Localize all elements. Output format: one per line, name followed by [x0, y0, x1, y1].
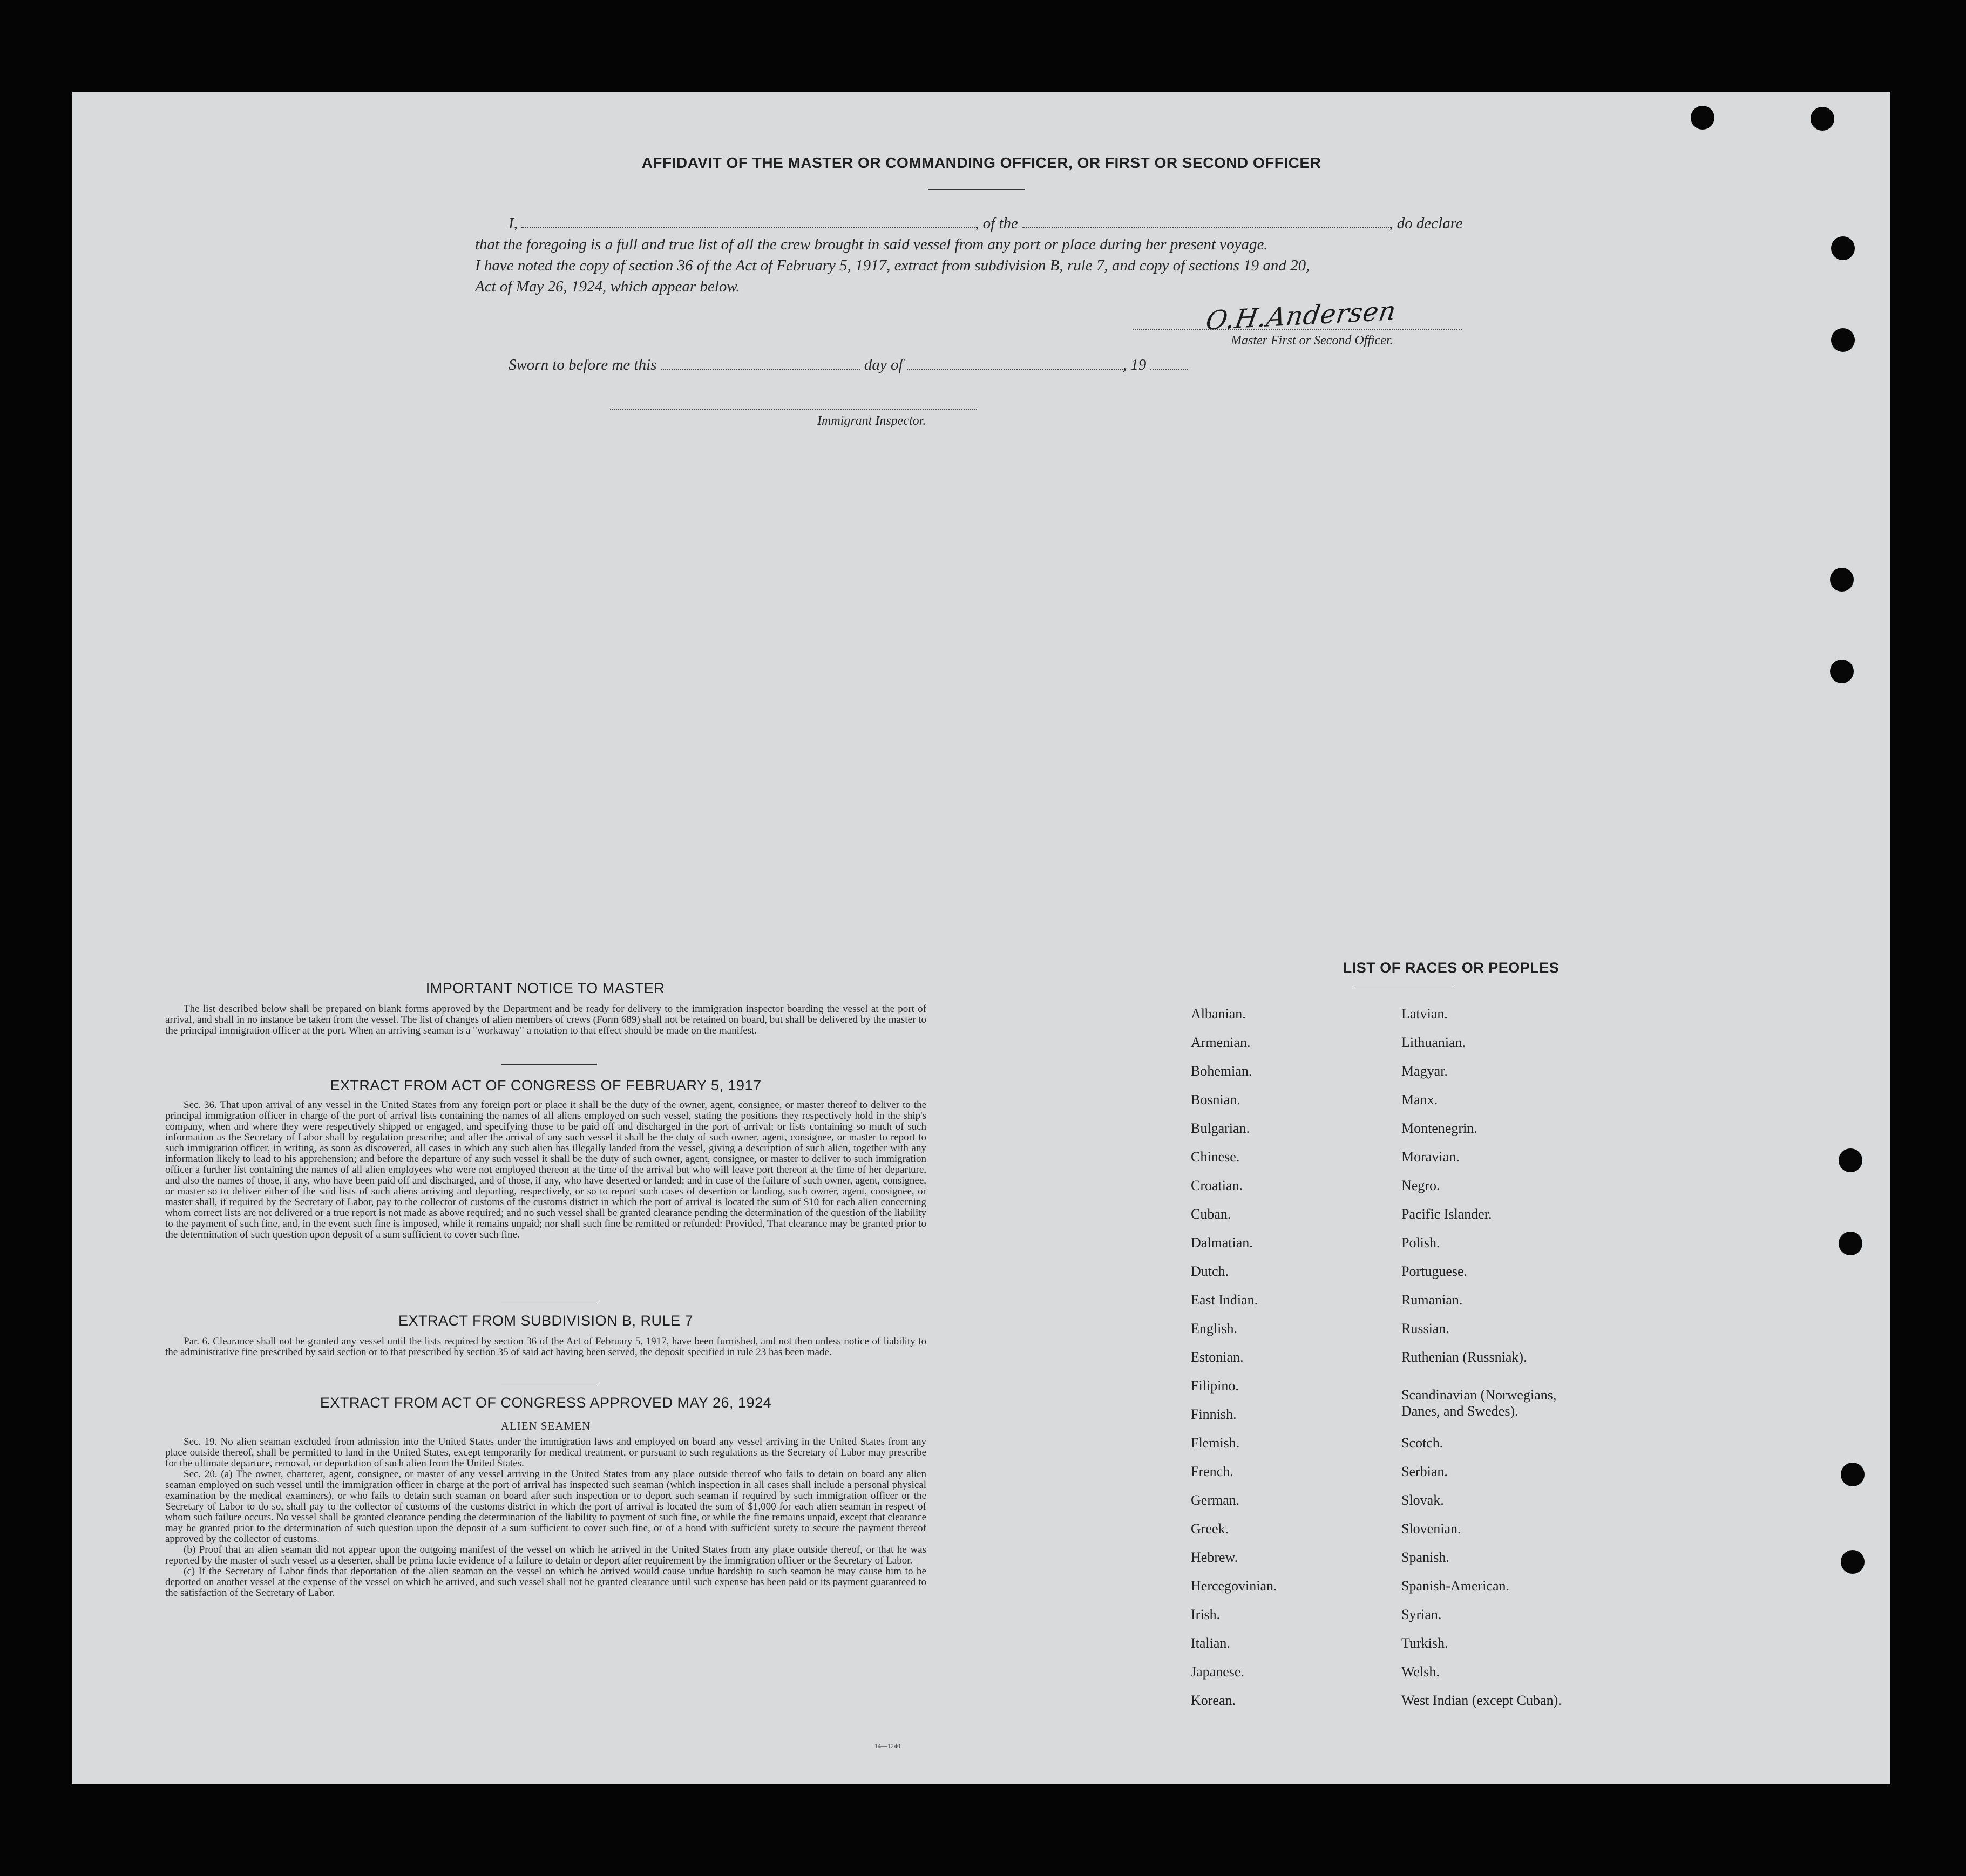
- master-name-blank: [521, 227, 975, 228]
- race-item: Dutch.: [1191, 1263, 1229, 1279]
- affidavit-title: AFFIDAVIT OF THE MASTER OR COMMANDING OFFICER, OR FIRST OR SECOND OFFICER: [641, 154, 1321, 171]
- race-item: Chinese.: [1191, 1149, 1240, 1165]
- race-item: Bohemian.: [1191, 1063, 1252, 1079]
- form-number: 14—1240: [874, 1742, 900, 1750]
- notice-text: The list described below shall be prepared on blank forms approved by the Department and be ready for delivery to the immigration inspector boarding the vessel at the port of arrival, and shall in no instance be taken from the vessel. The list of changes of alien members of crews (Form 689) shall not be retained on board, but shall be delivered by the master to the principal immigration officer at the port. When an arriving seaman is a "workaway" a notation to that effect should be made on the manifest.: [165, 1003, 926, 1036]
- affidavit-declare: , do declare: [1389, 215, 1463, 232]
- vessel-name-blank: [1022, 227, 1389, 228]
- punch-hole: [1839, 1148, 1862, 1172]
- sworn-day-of: day of: [864, 356, 903, 373]
- signature-line: [1133, 329, 1462, 330]
- affidavit-line-2: that the foregoing is a full and true list of all the crew brought in said vessel from any port or place during her present voyage.: [475, 236, 1268, 253]
- punch-hole: [1830, 660, 1854, 683]
- race-item: Negro.: [1401, 1178, 1440, 1193]
- race-item: Russian.: [1401, 1321, 1449, 1336]
- alien-seamen-subtitle: ALIEN SEAMEN: [500, 1419, 591, 1432]
- race-item: French.: [1191, 1464, 1233, 1479]
- race-item: Japanese.: [1191, 1664, 1244, 1680]
- sworn-month-blank: [907, 369, 1123, 370]
- punch-hole: [1839, 1232, 1862, 1255]
- race-item: Moravian.: [1401, 1149, 1460, 1165]
- extract-rule7-text: Par. 6. Clearance shall not be granted any vessel until the lists required by section 36 of the Act of February 5, 1917, have been furnished, and not then unless notice of liability to the administrative fine prescribed by said section or to that prescribed by section 35 of said act having been served, the deposit specified in rule 23 has been made.: [165, 1336, 926, 1358]
- race-item: Estonian.: [1191, 1349, 1244, 1365]
- race-item: Slovenian.: [1401, 1521, 1461, 1537]
- sworn-year: , 19: [1122, 356, 1147, 373]
- race-item: Finnish.: [1191, 1406, 1237, 1422]
- extract-1924-body: [165, 1437, 926, 1599]
- section-20a-text: Sec. 20. (a) The owner, charterer, agent, consignee, or master of any vessel arriving in the United States from any place outside thereof who fails to detain on board any alien seaman employed on such vessel until the immigration officer in charge at the port of arrival has inspected such seaman (which inspection in all cases shall include a personal physical examination by the medical examiners), or who fails to detain such seaman on board after such inspection or to deport such seaman if required by such immigration officer or the Secretary of Labor to do so, shall pay to the collector of customs of the customs district in which the port of arrival is located the sum of $1,000 for each alien seaman in respect of whom such failure occurs. No vessel shall be granted clearance pending the determination of the liability to payment of such fine, or while the fine remains unpaid, except that clearance may be granted prior to the determination of such question upon the deposit of a sum sufficient to cover such fine, or of a bond with sufficient surety to secure the payment thereof approved by the collector of customs.: [165, 1469, 926, 1545]
- race-item: Syrian.: [1401, 1607, 1442, 1622]
- race-item: English.: [1191, 1321, 1237, 1336]
- race-item: Polish.: [1401, 1235, 1440, 1250]
- race-item: Hercegovinian.: [1191, 1578, 1277, 1594]
- affidavit-line-3: I have noted the copy of section 36 of the Act of February 5, 1917, extract from subdivision B, rule 7, and copy of sections 19 and 20,: [475, 257, 1310, 274]
- race-item: Spanish.: [1401, 1549, 1449, 1565]
- race-item: Cuban.: [1191, 1206, 1231, 1222]
- section-20b-text: (b) Proof that an alien seaman did not appear upon the outgoing manifest of the vessel on which he arrived in the United States from any place outside thereof, or that he was reported by the master of such vessel as a deserter, shall be prima facie evidence of a failure to detain or deport after requirement by the immigration officer or the Secretary of Labor.: [165, 1544, 926, 1566]
- race-item: Filipino.: [1191, 1378, 1239, 1394]
- extract-rule7-title: EXTRACT FROM SUBDIVISION B, RULE 7: [398, 1313, 694, 1329]
- race-item: Slovak.: [1401, 1492, 1444, 1508]
- race-item: Irish.: [1191, 1607, 1221, 1622]
- punch-hole: [1841, 1550, 1865, 1574]
- race-item: Montenegrin.: [1401, 1120, 1477, 1136]
- sworn-line: [509, 356, 1318, 374]
- notice-divider: [501, 1064, 597, 1065]
- race-item: Welsh.: [1401, 1664, 1440, 1680]
- race-item: Bosnian.: [1191, 1092, 1240, 1107]
- race-item: Portuguese.: [1401, 1263, 1468, 1279]
- extract-1917-title: EXTRACT FROM ACT OF CONGRESS OF FEBRUARY 5, 1917: [330, 1077, 762, 1093]
- inspector-line: [610, 409, 977, 410]
- race-item: Greek.: [1191, 1521, 1229, 1537]
- race-item: Korean.: [1191, 1693, 1236, 1708]
- punch-hole: [1831, 328, 1855, 352]
- race-item: German.: [1191, 1492, 1240, 1508]
- race-item: East Indian.: [1191, 1292, 1258, 1308]
- race-item: Hebrew.: [1191, 1549, 1238, 1565]
- race-item: Manx.: [1401, 1092, 1438, 1107]
- race-item: Bulgarian.: [1191, 1120, 1250, 1136]
- master-signature: O.H.Andersen: [1203, 295, 1399, 336]
- punch-hole: [1831, 236, 1855, 260]
- inspector-caption: Immigrant Inspector.: [817, 414, 926, 428]
- race-item: Scandinavian (Norwegians,: [1401, 1387, 1557, 1403]
- affidavit-i: I,: [509, 215, 518, 232]
- punch-hole: [1691, 106, 1714, 130]
- race-item: Turkish.: [1401, 1635, 1448, 1651]
- title-divider: [928, 189, 1025, 190]
- punch-hole: [1811, 107, 1834, 131]
- section-19-text: Sec. 19. No alien seaman excluded from admission into the United States under the immigration laws and employed on board any vessel arriving in the United States from any place outside thereof, shall be permitted to land in the United States, except temporarily for medical treatment, or pursuant to such regulations as the Secretary of Labor may prescribe for the ultimate departure, removal, or deportation of such alien from the United States.: [165, 1436, 926, 1469]
- race-item: Italian.: [1191, 1635, 1230, 1651]
- extract-1924-title: EXTRACT FROM ACT OF CONGRESS APPROVED MAY 26, 1924: [320, 1395, 772, 1411]
- race-item: Dalmatian.: [1191, 1235, 1253, 1250]
- race-item: Magyar.: [1401, 1063, 1448, 1079]
- races-title: LIST OF RACES OR PEOPLES: [1343, 960, 1560, 976]
- race-item: Ruthenian (Russniak).: [1401, 1349, 1527, 1365]
- sworn-year-blank: [1150, 369, 1188, 370]
- race-item: Scotch.: [1401, 1435, 1443, 1451]
- form-sheet: [72, 92, 1890, 1784]
- race-item: Albanian.: [1191, 1006, 1246, 1022]
- affidavit-line-4: Act of May 26, 1924, which appear below.: [475, 278, 740, 295]
- race-item: Lithuanian.: [1401, 1035, 1466, 1050]
- race-item: Flemish.: [1191, 1435, 1240, 1451]
- extract-1917-text: Sec. 36. That upon arrival of any vessel in the United States from any foreign port or place it shall be the duty of the owner, agent, consignee, or master thereof to deliver to the principal immigration officer in charge of the port of arrival lists containing the names of all aliens employed on such vessel, stating the positions they respectively hold in the ship's company, when and where they were respectively shipped or engaged, and specifying those to be paid off and discharged in the port of arrival; or lists containing so much of such information as the Secretary of Labor shall by regulation prescribe; and after the arrival of any such vessel it shall be the duty of such owner, agent, consignee, or master to report to such immigration officer, in writing, as soon as discovered, all cases in which any such alien has illegally landed from the vessel, giving a description of such alien, together with any information likely to lead to his apprehension; and before the departure of any such vessel it shall be the duty of such owner, agent, consignee, or master to deliver to such immigration officer a further list containing the names of all alien employees who were not employed thereon at the time of the arrival but who will leave port thereon at the time of her departure, and also the names of those, if any, who have been paid off and discharged, and of those, if any, who have deserted or landed; and in case of the failure of such owner, agent, consignee, or master so to deliver either of the said lists of such aliens arriving and departing, respectively, or so to report such cases of desertion or landing, such owner, agent, consignee, or master shall, if required by the Secretary of Labor, pay to the collector of customs of the customs district in which the port of arrival is located the sum of $10 for each alien concerning whom correct lists are not delivered or a true report is not made as above required; and no such vessel shall be granted clearance pending the determination of the question of the liability to the payment of such fine, and, in the event such fine is imposed, while it remains unpaid; nor shall such fine be remitted or refunded: Provided, That clearance may be granted prior to the determination of such question upon deposit of a sum sufficient to cover such fine.: [165, 1099, 926, 1240]
- race-item: Danes, and Swedes).: [1401, 1403, 1518, 1419]
- race-item: Spanish-American.: [1401, 1578, 1510, 1594]
- race-item: Latvian.: [1401, 1006, 1448, 1022]
- race-item: Rumanian.: [1401, 1292, 1463, 1308]
- punch-hole: [1830, 568, 1854, 592]
- affidavit-line-1: [509, 215, 1558, 233]
- signature-caption: Master First or Second Officer.: [1231, 334, 1393, 348]
- race-item: West Indian (except Cuban).: [1401, 1693, 1562, 1708]
- race-item: Armenian.: [1191, 1035, 1251, 1050]
- notice-title: IMPORTANT NOTICE TO MASTER: [425, 980, 665, 996]
- section-20c-text: (c) If the Secretary of Labor finds that deportation of the alien seaman on the vessel on which he arrived would cause undue hardship to such seaman he may cause him to be deported on another vessel at the expense of the vessel on which he arrived, and such vessel shall not be granted clearance until such expense has been paid or its payment guaranteed to the satisfaction of the Secretary of Labor.: [165, 1566, 926, 1599]
- sworn-day-blank: [661, 369, 860, 370]
- race-item: Serbian.: [1401, 1464, 1448, 1479]
- sworn-prefix: Sworn to before me this: [509, 356, 657, 373]
- affidavit-of-the: , of the: [975, 215, 1018, 232]
- race-item: Pacific Islander.: [1401, 1206, 1492, 1222]
- race-item: Croatian.: [1191, 1178, 1243, 1193]
- punch-hole: [1841, 1463, 1865, 1486]
